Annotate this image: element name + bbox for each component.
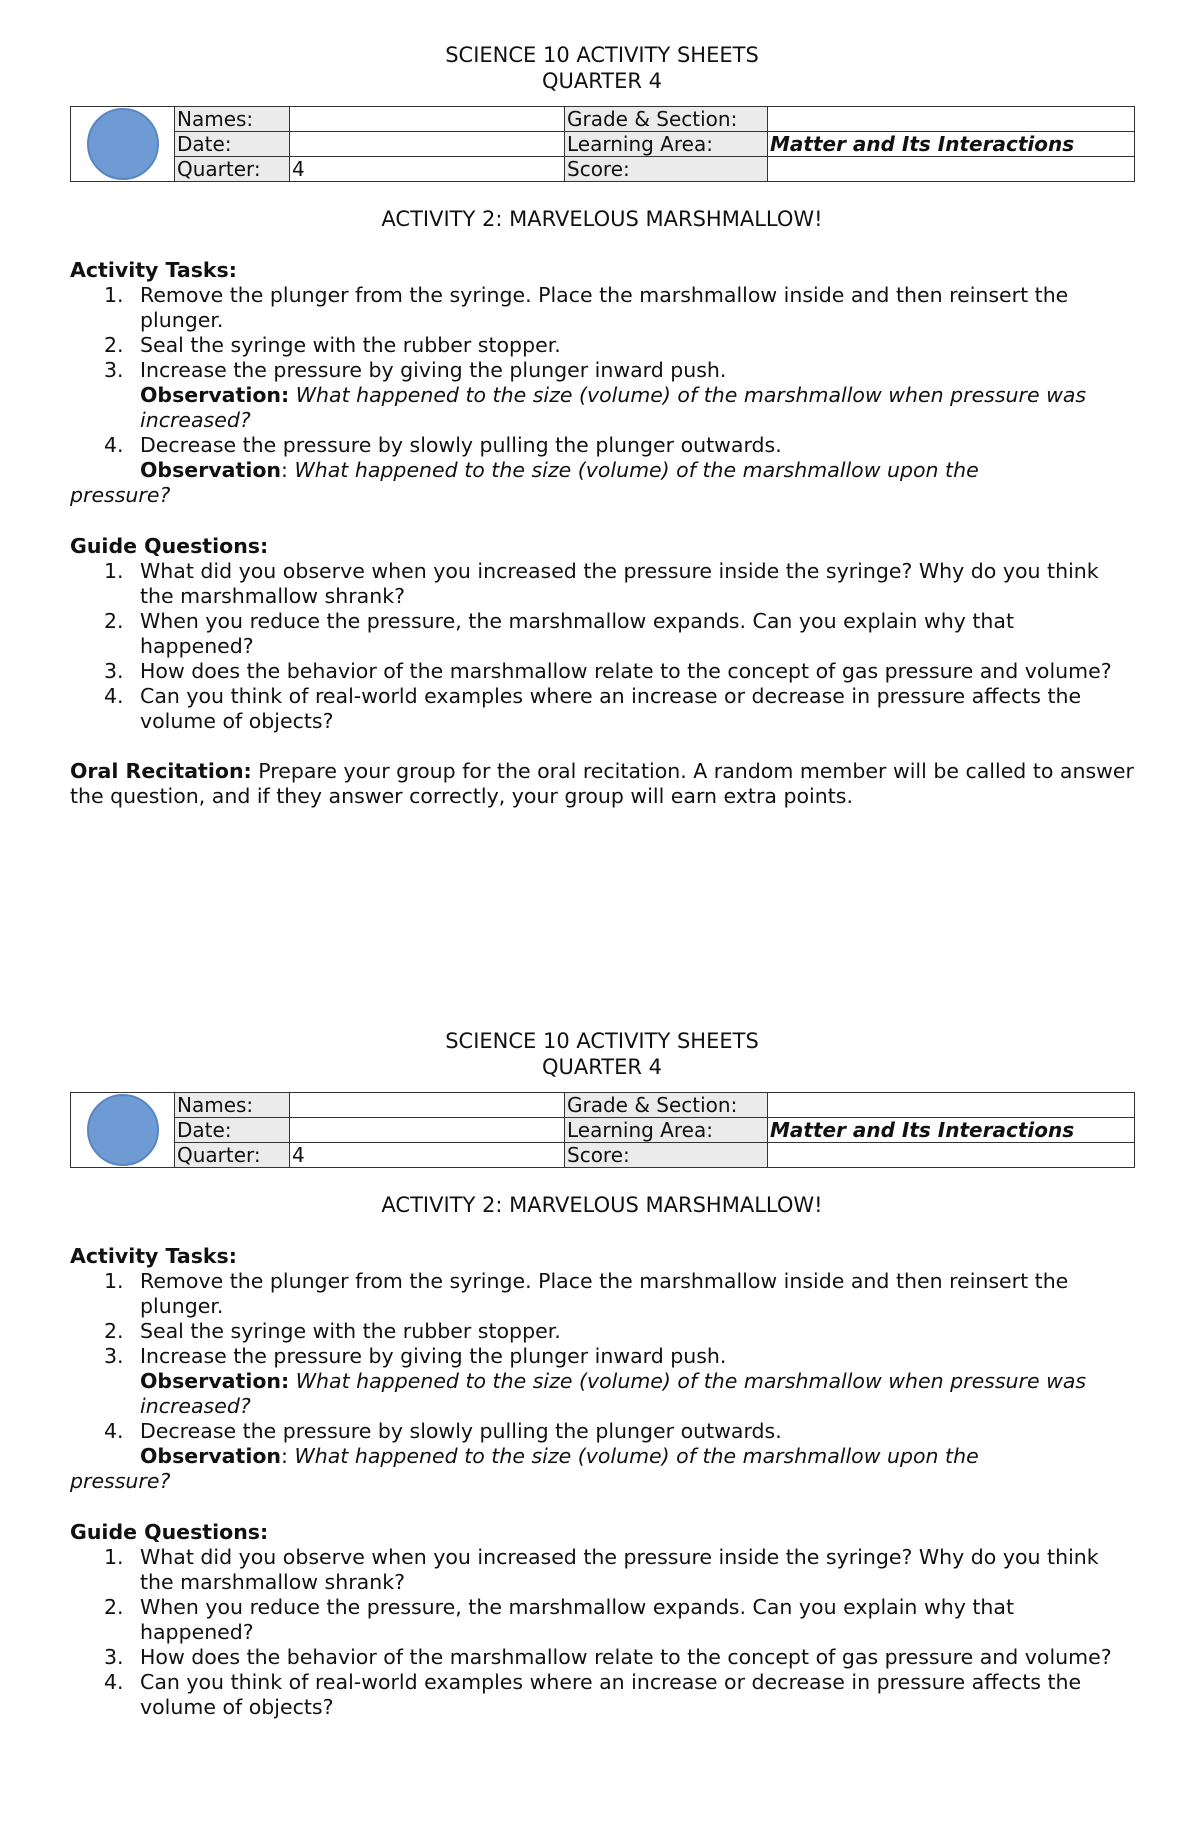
school-logo-icon [87,108,159,180]
activity-tasks-list-cont [70,433,1134,458]
grade-section-label: Grade & Section: [565,107,768,132]
names-field[interactable] [290,1093,565,1118]
activity-title: ACTIVITY 2: MARVELOUS MARSHMALLOW! [381,207,823,231]
list-item: 4. Decrease the pressure by slowly pulling the plunger outwards. [104,1419,782,1443]
guide-questions-heading: Guide Questions: [70,534,269,558]
activity-tasks-list [70,1269,1134,1369]
list-item: 1. What did you observe when you increased the pressure inside the syringe? Why do you think the marshmallow shrank? [104,1545,1099,1594]
list-item: 1. Remove the plunger from the syringe. Place the marshmallow inside and then reinsert the plunger. [104,283,1069,332]
grade-section-label: Grade & Section: [565,1093,768,1118]
list-item: 2. Seal the syringe with the rubber stopper. [104,1319,561,1343]
sheet-title [70,1028,1134,1080]
list-item: 2. When you reduce the pressure, the marshmallow expands. Can you explain why that happened? [104,1595,1014,1644]
list-item: 2. When you reduce the pressure, the marshmallow expands. Can you explain why that happened? [104,609,1014,658]
names-field[interactable] [290,107,565,132]
score-field[interactable] [768,157,1135,182]
list-item: 4. Decrease the pressure by slowly pulling the plunger outwards. [104,433,782,457]
logo-cell [71,107,175,182]
activity-sheet-2 [70,1028,1134,1720]
date-label: Date: [175,1118,290,1143]
observation-2: Observation: What happened to the size (volume) of the marshmallow upon the pressure? [70,1444,979,1493]
title-line-1: SCIENCE 10 ACTIVITY SHEETS [445,43,759,67]
observation-1: Observation: What happened to the size (volume) of the marshmallow when pressure was increased? [140,383,1087,432]
learning-area-label: Learning Area: [565,1118,768,1143]
grade-section-field[interactable] [768,107,1135,132]
list-item: 4. Can you think of real-world examples where an increase or decrease in pressure affects the volume of objects? [104,684,1082,733]
activity-tasks-heading: Activity Tasks: [70,258,237,282]
title-line-2: QUARTER 4 [541,69,663,93]
guide-questions-list [70,559,1134,734]
list-item: 2. Seal the syringe with the rubber stopper. [104,333,561,357]
score-label: Score: [565,1143,768,1168]
title-line-1: SCIENCE 10 ACTIVITY SHEETS [445,1029,759,1053]
guide-questions-heading: Guide Questions: [70,1520,269,1544]
activity-title: ACTIVITY 2: MARVELOUS MARSHMALLOW! [381,1193,823,1217]
list-item: 1. Remove the plunger from the syringe. Place the marshmallow inside and then reinsert the plunger. [104,1269,1069,1318]
grade-section-field[interactable] [768,1093,1135,1118]
learning-area-label: Learning Area: [565,132,768,157]
list-item: 3. Increase the pressure by giving the plunger inward push. [104,1344,727,1368]
quarter-value: 4 [290,157,565,182]
observation-2: Observation: What happened to the size (volume) of the marshmallow upon the pressure? [70,458,979,507]
list-item: 3. How does the behavior of the marshmallow relate to the concept of gas pressure and volume? [104,1645,1112,1669]
observation-1: Observation: What happened to the size (volume) of the marshmallow when pressure was increased? [140,1369,1087,1418]
list-item: 4. Can you think of real-world examples where an increase or decrease in pressure affects the volume of objects? [104,1670,1082,1719]
title-line-2: QUARTER 4 [541,1055,663,1079]
list-item: 3. Increase the pressure by giving the plunger inward push. [104,358,727,382]
guide-questions-list [70,1545,1134,1720]
sheet-title [70,42,1134,94]
date-field[interactable] [290,1118,565,1143]
quarter-value: 4 [290,1143,565,1168]
oral-recitation: Oral Recitation: Prepare your group for the oral recitation. A random member will be called to answer the question, and if they answer correctly, your group will earn extra points. [70,759,1134,808]
names-label: Names: [175,1093,290,1118]
score-label: Score: [565,157,768,182]
activity-sheet-1 [70,42,1134,809]
logo-cell [71,1093,175,1168]
info-table [70,106,1135,182]
activity-tasks-heading: Activity Tasks: [70,1244,237,1268]
activity-tasks-list-cont [70,1419,1134,1444]
quarter-label: Quarter: [175,157,290,182]
learning-area-value: Matter and Its Interactions [768,132,1135,157]
school-logo-icon [87,1094,159,1166]
score-field[interactable] [768,1143,1135,1168]
quarter-label: Quarter: [175,1143,290,1168]
date-label: Date: [175,132,290,157]
learning-area-value: Matter and Its Interactions [768,1118,1135,1143]
date-field[interactable] [290,132,565,157]
names-label: Names: [175,107,290,132]
list-item: 1. What did you observe when you increased the pressure inside the syringe? Why do you think the marshmallow shrank? [104,559,1099,608]
activity-tasks-list [70,283,1134,383]
info-table [70,1092,1135,1168]
list-item: 3. How does the behavior of the marshmallow relate to the concept of gas pressure and volume? [104,659,1112,683]
